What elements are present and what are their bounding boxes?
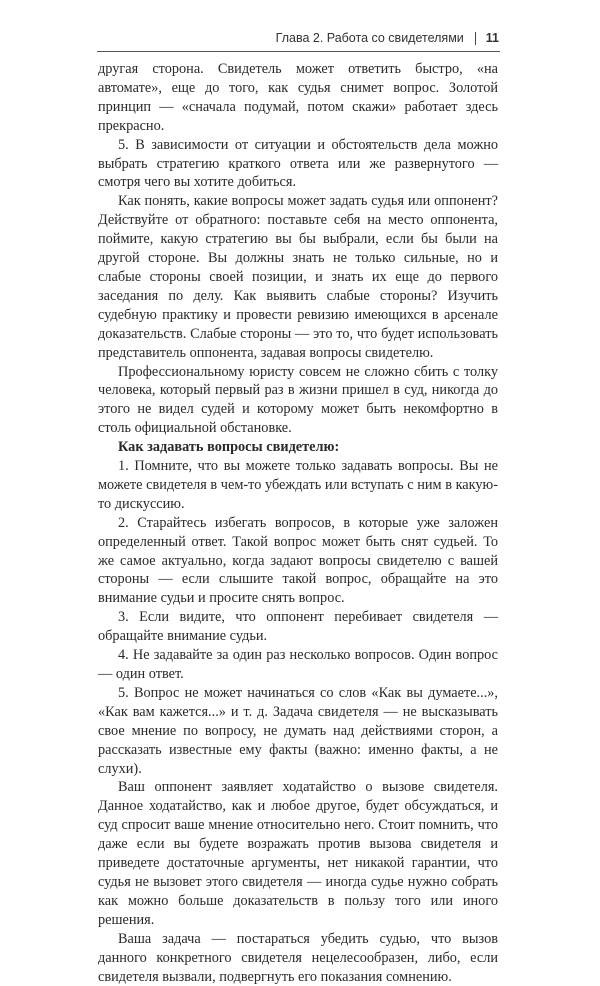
paragraph-list-item: 4. Не задавайте за один раз несколько вопросов. Один вопрос — один ответ. bbox=[98, 647, 498, 682]
paragraph-list-item: 3. Если видите, что оппонент перебивает свидетеля — обращайте внимание судьи. bbox=[98, 609, 498, 645]
paragraph: Как понять, какие вопросы может задать судья или оппонент? Действуйте от обратного: поставьте себя на место оппонента, поймите, какую стратегию вы бы выбрали, если бы были на другой стороне. Вы должны знать не только сильные, но и слабые стороны своей позиции, и знать их еще до первого заседания по делу. Как выявить слабые стороны? Изучить судебную практику и провести ревизию имеющихся в арсенале доказательств. Слабые стороны — это то, что будет использовать представитель оппонента, задавая вопросы свидетелю. bbox=[98, 193, 498, 361]
paragraph: Ваша задача — постараться убедить судью, что вызов данного конкретного свидетеля нецелесообразен, либо, если свидетеля вызвали, подвергнуть его показания сомнению. bbox=[98, 930, 498, 985]
paragraph-list-item: 1. Помните, что вы можете только задавать вопросы. Вы не можете свидетеля в чем-то убеждать или вступать с ним в какую-то дискуссию. bbox=[98, 458, 498, 512]
paragraph-list-item: 5. В зависимости от ситуации и обстоятельств дела можно выбрать стратегию краткого ответа или же развернутого — смотря чего вы хотите добиться. bbox=[98, 136, 498, 191]
page-number: 11 bbox=[485, 31, 499, 45]
paragraph-continuation: другая сторона. Свидетель может ответить быстро, «на автомате», еще до того, как судья снимет вопрос. Золотой принцип — «сначала подумай, потом скажи» работает здесь прекрасно. bbox=[98, 61, 498, 134]
chapter-title: Глава 2. Работа со свидетелями bbox=[275, 31, 464, 45]
header-separator bbox=[475, 32, 476, 45]
paragraph-list-item: 5. Вопрос не может начинаться со слов «Как вы думаете...», «Как вам кажется...» и т. д. Задача свидетеля — не высказывать свое мнение по вопросу, не думать над действиями сторон, а рассказать известные ему факты (важно: именно факты, а не слухи). bbox=[98, 684, 498, 777]
paragraph-list-item: 2. Старайтесь избегать вопросов, в которые уже заложен определенный ответ. Такой вопрос может быть снят судьей. То же самое актуально, когда задают вопросы свидетелю с вашей стороны — если слышите такой вопрос, обращайте на это внимание судьи и просите снять вопрос. bbox=[98, 514, 498, 607]
body-text bbox=[98, 60, 498, 986]
header-rule bbox=[97, 51, 500, 52]
subheading: Как задавать вопросы свидетелю: bbox=[118, 439, 340, 456]
running-head bbox=[276, 31, 499, 45]
paragraph: Ваш оппонент заявляет ходатайство о вызове свидетеля. Данное ходатайство, как и любое другое, будет обсуждаться, и суд спросит ваше мнение относительно него. Стоит помнить, что даже если вы будете возражать против вызова свидетеля и приведете достаточные аргументы, нет никакой гарантии, что судья не вызовет этого свидетеля — иногда судье нужно собрать как можно больше доказательств в пользу того или иного решения. bbox=[98, 779, 498, 928]
paragraph: Профессиональному юристу совсем не сложно сбить с толку человека, который первый раз в жизни пришел в суд, никогда до этого не видел судей и которому может быть некомфортно в столь официальной обстановке. bbox=[98, 363, 498, 437]
